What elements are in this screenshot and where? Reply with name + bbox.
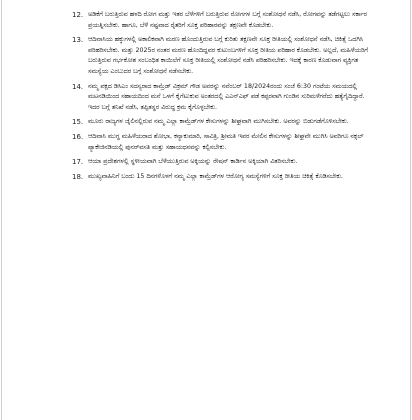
list-item [2, 117, 412, 128]
item-text: ಆಯಾ ಪ್ರದೇಶಗಳಲ್ಲಿ ಸ್ಥಳೀಯವಾಗಿ ಬೆಳೆಯುತ್ತಿರುವ ಅಕ್ಕಿಯನ್ನು ರೇಷನ್ ಕಾರ್ಡಿನ ಅಕ್ಕಿಯಾಗಿ ವಿತರಿಸಬೇಕು. [88, 158, 298, 166]
item-number: 13. [72, 36, 84, 45]
item-text: ನಮ್ಮ ಪಕ್ಷದ ಡಿಸಿಎಂ ಸದಸ್ಯರಾದ ಕಾಮ್ರೆಡ್ ವಿಕ್ರಮ್ ಗೌಡ ಅವರನ್ನು ನವೆಂಬರ್ 18/2024ರಂದು ಸಂಜೆ 6:30 ಗಂಟೆಯ ಸಮಯದಲ್ಲಿ ಮಟನಡಿಯಿಂದ ಸಹಾಯದಿಂದ ಮನೆ ಒಳಗೆ ಕೈಗೆಟುಕುವ ಅಂತರದಲ್ಲಿ ಎಎನ್ಎಫ್ ಪಡೆ ಕಪ್ಪರವಾಗಿ ಗುಂಡಿನ ಸುರಿಮಳೆಗರೆದು ಹತ್ಯೆಗೈದಿದ್ದಾರೆ. ಇದರ ಬಗ್ಗೆ ತನಿಖೆ ನಡೆಸಿ, ತಪ್ಪಿತಸ್ಥರ ವಿರುದ್ಧ ಕ್ರಮ ಕೈಗೊಳ್ಳಬೇಕು. [88, 82, 365, 111]
item-number: 14. [72, 82, 84, 91]
list-item [2, 157, 412, 168]
item-number: 12. [72, 11, 84, 19]
list-item [2, 82, 412, 114]
item-text: ಆದಿವಾಸಿ ಮುಗ್ಧ ಮಹಿಳೆಯರಾದ ಶೋಭಾ, ಕನ್ಯಾಕುಮಾರಿ, ಸಾವಿತ್ರಿ, ಶ್ರೀಮತಿ ಇವರ ಮೇಲಿನ ಕೇಸುಗಳನ್ನು ಶೀಘ್ರವೇ ಮುಗಿಸಿ ಅವರಿಗೂ ನಕ್ಸಲ್ ಪ್ಯಾಕೇಜಿನಡಿಯಲ್ಲಿ ಪುನರ್‌ವಸತಿ ಮತ್ತು ಸಹಾಯಧನವನ್ನು ಕಲ್ಪಿಸಬೇಕು. [88, 132, 364, 151]
list-item [2, 132, 412, 153]
list-item [2, 172, 412, 183]
item-number: 17. [72, 158, 84, 167]
list-item [2, 10, 412, 31]
item-text: ಆದಿವಾಸಿಯ ಹಕ್ಕುಗಳಲ್ಲಿ ಅಕಾಲಿಕವಾಗಿ ಮರಣ ಹೊಂದುತ್ತಿರುವ ಬಗ್ಗೆ ಕುರಿತು ತಕ್ಷಣವೇ ಸೂಕ್ತ ರೀತಿಯಲ್ಲಿ ಸಂಶೋಧನೆ ನಡೆಸಿ, ಚಿಕಿತ್ಸೆ ಒದಗಿಸಿ ಪರಿಹರಿಸಬೇಕು. ಮತ್ತು 2025ರ ನಂತರ ಮರಣ ಹೊಂದಿದ್ದವರ ಕುಟುಂಬಗಳಿಗೆ ಸೂಕ್ತ ರೀತಿಯ ಪರಿಹಾರ ಕೊಡಬೇಕು. ಅಲ್ಲದೆ, ಮಹಿಳೆಯರಿಗೆ ಬರುತ್ತಿರುವ ಗರ್ಭಕೋಶ ಸಂಬಂಧಿತ ಕಾಯಿಲೆಗೆ ಸೂಕ್ತ ರೀತಿಯಲ್ಲಿ ಸಂಶೋಧನೆ ನಡೆಸಿ ಪರಿಹರಿಸಬೇಕು. ಇದಕ್ಕೆ ಕಾರಣ ಕೊಡುವಾಗ ವ್ಯಕ್ತಿಗತ ಸಮಸ್ಯೆಯ ಎಂಬುದರ ಬಗ್ಗೆ ಸಂಶೋಧನೆ ನಡೆಸಬೇಕು. [88, 36, 368, 75]
item-number: 18. [72, 172, 84, 181]
item-text: ಮುಖ್ಯವಾಹಿನಿಗೆ ಬಂದು 15 ದಿನಗಳೊಳಗೆ ನಮ್ಮ ಎಲ್ಲಾ ಕಾಮ್ರೆಡ್‌ಗಳ ಆರೋಗ್ಯ ಸಮಸ್ಯೆಗಳಿಗೆ ಸೂಕ್ತ ರೀತಿಯ ಚಿಕಿತ್ಸೆ ಕೊಡಿಸಬೇಕು. [88, 172, 344, 180]
item-number: 16. [72, 132, 84, 141]
demands-list [2, 10, 412, 186]
list-item [2, 35, 412, 77]
item-text: ಮೂರು ರಾಜ್ಯಗಳ ಜೈಲಿನಲ್ಲಿರುವ ನಮ್ಮ ಎಲ್ಲಾ ಕಾಮ್ರೆಡ್‌ಗಳ ಕೇಸುಗಳನ್ನು ಶೀಘ್ರವಾಗಿ ಮುಗಿಸಬೇಕು. ಅವರನ್ನು ಬಿಡುಗಡೆಗೊಳಿಸಬೇಕು. [88, 118, 349, 126]
document-page [1, 0, 411, 420]
item-text: ಅಡಿಕೆಗೆ ಬರುತ್ತಿರುವ ಹಳದಿ ರೋಗ ಮತ್ತು ಇತರ ಬೆಳೆಗಳಿಗೆ ಬರುತ್ತಿರುವ ರೋಗಗಳ ಬಗ್ಗೆ ಸಂಶೋಧನೆ ನಡೆಸಿ, ರೋಗವನ್ನು ತಡೆಗಟ್ಟಲು ಸರ್ಕಾರ ಪ್ರಯತ್ನಿಸಬೇಕು. ಹಾಗೂ, ಬೆಳೆ ನಷ್ಟವಾದ ರೈತರಿಗೆ ಸೂಕ್ತ ಪರಿಹಾರವನ್ನು ತಕ್ಷಣವೇ ಕೊಡಬೇಕು. [88, 11, 367, 29]
item-number: 15. [72, 118, 84, 127]
